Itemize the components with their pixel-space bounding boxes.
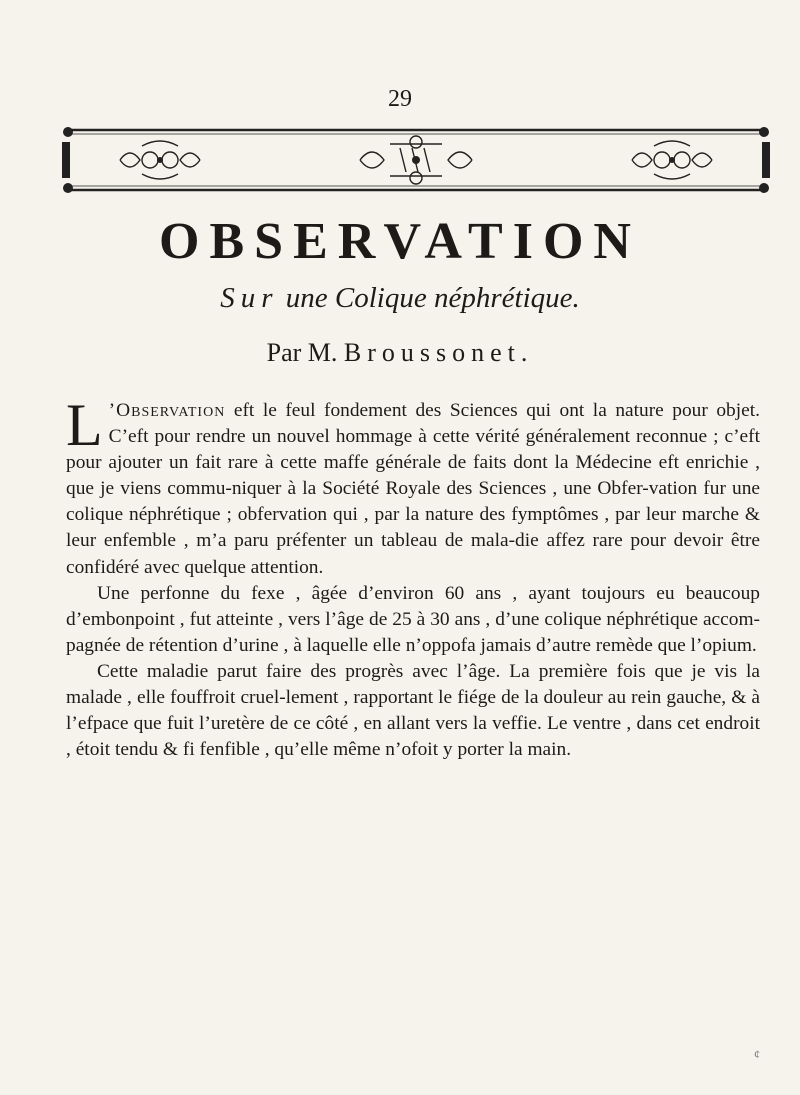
subtitle-text: une Colique néphrétique.: [285, 282, 580, 314]
paragraph-3: Cette maladie parut faire des progrès avec l’âge. La première fois que je vis la malade , elle fouffroit cruel-lement , rapportant le fiége de la douleur au rein gauche, & à l’efpace que fuit l’uretère de ce côté , en allant vers la veffie. Le ventre , dans cet endroit , étoit tendu & fi fenfible , qu’elle même n’ofoit y porter la main.: [66, 660, 760, 761]
page-title: OBSERVATION: [159, 213, 641, 270]
body-text: [66, 392, 760, 763]
corner-mark: ¢: [754, 1047, 760, 1061]
author-name: Broussonet.: [343, 338, 534, 367]
paragraph-1-text: eft le feul fondement des Sciences qui ont la nature pour objet. C’eft pour rendre un nouvel hommage à cette vérité généralement reconnue ; c’eft pour ajouter un fait rare à cette maffe générale de faits dont la Médecine eft enrichie , que je viens commu-niquer à la Société Royale des Sciences , une Obfer-vation fur une colique néphrétique ; obfervation qui , par la nature des fymptômes , par leur marche & leur enfemble , m’a paru préfenter un tableau de mala-die affez rare pour devoir être confidéré avec quelque attention.: [66, 400, 760, 578]
paragraph-2: Une perfonne du fexe , âgée d’environ 60 ans , ayant toujours eu beaucoup d’embonpoint , fut atteinte , vers l’âge de 25 à 30 ans , d’une colique néphrétique accom-pagnée de rétention d’urine , à laquelle elle n’oppofa jamais d’autre remède que l’opium.: [66, 582, 760, 656]
author-prefix: Par M.: [266, 338, 338, 367]
drop-cap: L: [66, 392, 103, 458]
paragraph-1: [66, 392, 760, 581]
subtitle: [0, 282, 800, 315]
decorative-ornament-band: [60, 124, 772, 196]
page-number: 29: [388, 86, 412, 112]
subtitle-prefix: Sur: [220, 282, 279, 314]
paragraph-1-lead: ’Observation: [108, 400, 226, 421]
author-line: [0, 338, 800, 368]
